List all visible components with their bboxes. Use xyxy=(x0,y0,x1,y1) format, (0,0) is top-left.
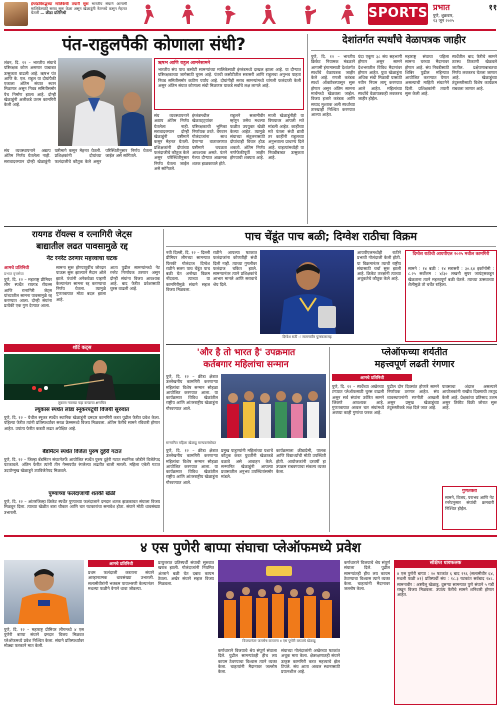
col-divider-right xyxy=(307,34,308,224)
city-day: पुणे, शुक्रवार, xyxy=(433,13,454,18)
right-top-col-3: महाराष्ट्र संघाचा पहिला सामना घरच्या मैदानावर होणार आहे. संघ निवडीसाठी शिबिर पुढील महिन्यात आयोजित करण्यात येणार असल्याची माहिती संघटनेने दिली. प्रशिक्षकांनी तयारी सुरू केली आहे. xyxy=(405,54,449,97)
section-rule-2 xyxy=(166,344,497,345)
snooker-photo xyxy=(4,354,160,400)
brand-block xyxy=(433,2,497,26)
women-photo xyxy=(221,374,326,438)
center-col-2: राठीने आपल्या षटकात फलंदाजांना कोणतीही संधी दिली नाही. त्याच्या गुगलीवर फलंदाज चकित झाले. सामन्यानंतर त्याने प्रशिक्षकांचे आभार मानले आणि सरावाचे श्रेय दिले. xyxy=(213,250,257,287)
bottom-col-6: कर्णधाराने विजयाचे श्रेय संपूर्ण संघाला दिले. पुढील सामन्यांतही हीच लय कायम ठेवण्याचा विश्वास त्याने व्यक्त केला. चाहत्यांनी मैदानावर जल्लोष केला. xyxy=(344,560,390,592)
scorecard-title: संक्षिप्त धावफलक xyxy=(429,561,462,566)
masthead-rule xyxy=(4,29,496,31)
bottom-col-5: संघाच्या गोलंदाजांनी अखेरच्या षटकांत अचूक मारा केला. क्षेत्ररक्षणातही संघाने उत्कृष्ट कामगिरी करत महत्त्वाचे झेल टिपले. संघ आता अव्वल स्थानासाठी प्रयत्नशील आहे. xyxy=(281,648,340,675)
playoff-byline: आमचे प्रतिनिधी xyxy=(332,374,412,381)
lead-photo xyxy=(58,58,152,146)
teaser-photo xyxy=(4,2,28,26)
col-divider-left xyxy=(163,229,164,532)
playoff-col-2: पुढील दोन दिवसांत होणारे सामने निर्णायक ठरणार आहेत. संघ व्यवस्थापनांनी रणनीती आखली असून प्रमुख खेळाडूंच्या तंदुरुस्तीकडे लक्ष दिले जात आहे. xyxy=(387,384,439,411)
lead-infobox-title: ऋषभ आणि राहुल आमनेसामने xyxy=(158,61,211,66)
women-col-1: पुणे, दि. १२ – क्रीडा क्षेत्रात उल्लेखनीय कामगिरी करणाऱ्या महिलांचा विशेष सन्मान सोहळा आयोजित करण्यात आला. या कार्यक्रमात विविध खेळांतील राष्ट्रीय आणि आंतरराष्ट्रीय खेळाडूंना गौरवण्यात आले. xyxy=(166,374,218,411)
teaser-credit: — क्रीडा प्रतिनिधी xyxy=(40,10,67,16)
sports-figures-strip xyxy=(128,2,368,26)
right-top-col-4: स्पर्धेतील बाद फेरीचे सामने तटस्थ ठिकाणी खेळवले जातील. प्रक्षेपणाबाबतचा निर्णय लवकरच घेतला जाणार आहे. खेळाडूंच्या तंदुरुस्तीसाठी विशेष कार्यक्रम राबवला जाणार आहे. xyxy=(452,54,497,91)
masthead xyxy=(0,0,500,28)
teaser-title: इंग्लंडविरुद्धच्या मालिकेची तयारी सुरू xyxy=(31,2,89,6)
digvesh-stats-body: सामने : १४ बळी : १४ सरासरी : ३०.६४ इकॉनॉमी : ८.२५ सर्वोत्तम : ४/३० लखनौ सुपर जायंट्सकडून खेळताना त्याने महत्त्वपूर्ण बळी घेतले. त्याच्या उत्सवाच्या शैलीमुळे तो चर्चेत राहिला. xyxy=(408,266,494,287)
bottom-col-4: कर्णधाराने विजयाचे श्रेय संपूर्ण संघाला दिले. पुढील सामन्यांतही हीच लय कायम ठेवण्याचा विश्वास त्याने व्यक्त केला. चाहत्यांनी मैदानावर जल्लोष केला. xyxy=(218,648,277,675)
section-banner xyxy=(368,3,428,25)
mpl-col-2: सामना सुरू होण्यापूर्वीच जोरदार पाऊस सुरू झाल्याने मैदान ओले झाले. पंचांनी अनेकवेळा पाहणी केल्यानंतर सामना रद्द करण्याचा निर्णय घेतला. त्यामुळे गुणतक्त्यात मोठा बदल झाला आहे. xyxy=(56,265,106,302)
right-top-headline: देशांतर्गत स्पर्धांचे वेळापत्रक जाहीर xyxy=(342,35,466,46)
bottom-photo-caption: विजयानंतर जल्लोष करताना ४ एस पुणेरी बाप्पाचे खेळाडू xyxy=(242,639,316,643)
mpl-subhead: नेट रनरेट ठरणार महत्त्वाचा घटक xyxy=(46,255,118,262)
section-title: SPORTS xyxy=(368,6,428,21)
bottom-col-2: प्रथम फलंदाजी करताना संघाने आव्हानात्मक धावसंख्या उभारली. सलामीवीरांनी भक्कम पायाभरणी केल्यानंतर मधल्या फळीने वेगाने धावा जोडल्या. xyxy=(88,570,154,591)
center-col-1: नवी दिल्ली, दि. १२ – दिल्ली प्रीमियर लीगच्या सामन्यात फिरकी गोलंदाज दिग्वेश राठीने सलग पाच चेंडूंत पाच बळी घेत अनोखा विक्रम नोंदवला. त्याच्या या कामगिरीमुळे संघाने सहज विजय मिळवला. xyxy=(166,250,210,293)
lead-col-4: माजी खेळाडूंनीही या विषयावर आपली मते मांडली आहेत. काहींच्या मते पंतला संधी द्यावी तर काहींनी राहुलच्या अनुभवाला प्राधान्य दिले आहे. चाहत्यांमध्येही या निवडीबाबत उत्सुकता आहे. xyxy=(268,113,304,161)
shorts-headline-2: बॅडमिंटन स्पर्धेत विजेता पुरुष दुहेरी गटात xyxy=(42,449,122,455)
women-col-2: प्रमुख पाहुण्यांनी महिलांच्या यशाचे कौतुक करत युवतींनी खेळाकडे वळावे असे आवाहन केले. सन्मानित खेळाडूंनी आपल्या प्रवासातील अनुभव उपस्थितांसमोर मांडले. xyxy=(221,448,273,480)
digvesh-stats-title: दिग्वेश राठीची आयपीएल २०२५ मधील कामगिरी xyxy=(412,252,490,257)
bottom-col-3: प्रत्युत्तरात प्रतिस्पर्धी संघाची सुरुवात खराब झाली. गोलंदाजांनी नियमित अंतराने बळी घेत दबाव कायम ठेवला. अखेर संघाने सहज विजय मिळवला. xyxy=(158,560,214,587)
playoff-col-3: पावसाचा अंदाज असल्याने आयोजकांनी राखीव दिवसाची तरतूद केली आहे. प्रेक्षकांचा प्रतिसाद उत्तम असून तिकीट विक्री जोरात सुरू आहे. xyxy=(442,384,497,411)
lead-infobox-body: भारतीय संघ पाच कसोटी सामन्यांच्या मालिकेसाठी इंग्लंडमध्ये दाखल झाला आहे. या दौऱ्यात यष्टिरक्षकाच्या जागेसाठी चुरस आहे. पंतची कसोटीतील सरासरी आणि राहुलचा अनुभव पाहता निवड समितीसमोर कठीण पर्याय आहे. दोघांनीही सराव सामन्यांमध्ये चांगली फलंदाजी केली असून अंतिम संघात कोणाला संधी मिळणार याकडे सर्वांचे लक्ष लागले आहे. xyxy=(158,67,301,88)
bottom-byline: आमचे प्रतिनिधी xyxy=(88,560,154,567)
women-caption: सन्मानित महिला खेळाडू मान्यवरांसोबत xyxy=(166,441,217,445)
page-number: ११ xyxy=(488,3,497,12)
bottom-photo-left xyxy=(4,560,84,624)
shorts-headline-1: ल्युकास स्पर्धेत लांडा स्नूकरपटूची विजयी सुरुवात xyxy=(34,407,130,413)
lead-headline: पंत-राहुलपैकी कोणाला संधी? xyxy=(62,35,246,55)
shorts-body-1: पुणे, दि. १२ – येथील स्नूकर स्पर्धेत स्थानिक खेळाडूंनी दमदार कामगिरी करत पुढील फेरीत प्रवेश केला. पहिल्या फेरीत त्यांनी प्रतिस्पर्ध्यांवर सरळ फ्रेम्समध्ये विजय मिळवला. अंतिम फेरीचे सामने रविवारी होणार आहेत. उपांत्य फेरीत कडवी लढत अपेक्षित आहे. xyxy=(4,415,160,431)
playoff-sidebox-title: गुणतक्ता xyxy=(462,489,477,494)
mpl-col-1: पुणे, दि. १२ – महाराष्ट्र प्रीमियर लीग स्पर्धेत रायगड रॉयल्स आणि रत्नागिरी जेट्स यांच्यातील सामना पावसामुळे रद्द करण्यात आला. दोन्ही संघांना प्रत्येकी एक गुण देण्यात आला. xyxy=(4,277,52,309)
center-headline: पाच चेंडूंत पाच बळी; दिग्वेश राठीचा विक्रम xyxy=(245,230,417,243)
mpl-headline-2: बाद्यातील लढत पावसामुळे रद्द xyxy=(36,242,128,252)
digvesh-photo xyxy=(260,250,354,334)
section-rule-1 xyxy=(4,226,497,227)
right-top-col-2: यंदा एकूण ३८ संघ सहभागी होणार असून सामने देशभरातील विविध मैदानांवर होणार आहेत. युवा खेळाडूंना अधिक संधी मिळावी यासाठी नवीन नियम लागू करण्यात आले आहेत. महिलांच्या स्पर्धांचे वेळापत्रकही लवकरच जाहीर होईल. xyxy=(358,54,402,102)
bottom-photo-team xyxy=(218,560,340,638)
playoff-col-1: पुणे, दि. १२ – स्पर्धेच्या अखेरच्या टप्प्यात प्लेऑफसाठी चुरस वाढली असून सर्व संघांना उर्वरित सामने जिंकणे आवश्यक आहे. गुणतक्त्यात अव्वल चार संघांमध्ये अवघ्या काही गुणांचा फरक आहे. xyxy=(332,384,384,416)
scorecard-header xyxy=(394,560,497,568)
playoff-headline-2: महत्त्वपूर्ण लढती रंगणार xyxy=(374,359,455,370)
snooker-caption: लुकास नवाच्या चहा कप्याचा क्षणचित्र xyxy=(57,401,107,405)
lead-col-2: इंग्लंडमधील खेळपट्ट्यांवर यष्टिरक्षकाची भूमिका निर्णायक ठरते. वेगवान गोलंदाजांना साथ देणाऱ्या वातावरणात यष्टीमागे चपळता आवश्यक असते. पंतने गेल्या दौऱ्यात आक्रमक शतक झळकावले होते. xyxy=(192,113,227,166)
center-col-3: आयपीएलमध्येही राठीने प्रभावी गोलंदाजी केली होती. या विक्रमानंतर त्याची राष्ट्रीय संघासाठी चर्चा सुरू झाली आहे. क्रिकेट तज्ज्ञांनी त्याच्या अचूकतेचे कौतुक केले आहे. xyxy=(357,250,401,282)
section-rule-3 xyxy=(4,535,497,537)
women-col-3: कार्यक्रमाला क्रीडाप्रेमी, पालक आणि विद्यार्थ्यांची मोठी उपस्थिती होती. आयोजकांनी दरवर्षी हा उपक्रम राबवण्याचा संकल्प व्यक्त केला. xyxy=(276,448,326,475)
digvesh-caption: दिग्वेश राठी ः सामनावीर पुरस्कारासह xyxy=(282,335,332,339)
shorts-label-bar xyxy=(4,344,160,352)
lead-under-photo: संघ व्यवस्थापनाने अद्याप अंतिम निर्णय घेतलेला नाही. सरावादरम्यान दोन्ही खेळाडूंनी यष्टीमागे कसून मेहनत घेतली. प्रशिक्षकांनी दोघांच्या फलंदाजीचे कौतुक केले असून परिस्थितीनुसार निर्णय घेतला जाईल असे सांगितले. xyxy=(4,148,152,164)
playoff-headline-1: प्लेऑफच्या शर्यतीत xyxy=(381,347,448,358)
lead-body-left: लंडन, दि. १२ – भारतीय संघाचे यष्टिरक्षक कोण असणार याबाबत उत्सुकता वाढली आहे. ऋषभ पंत आणि के. एल. राहुल या दोघांपैकी एकाला अंतिम संघात स्थान मिळणार असून निवड समितीसमोर पेच निर्माण झाला आहे. दोन्ही खेळाडूंनी अलीकडे उत्तम कामगिरी केली आहे. xyxy=(4,60,56,108)
right-top-col-1: पुणे, दि. १२ – भारतीय क्रिकेट नियामक मंडळाने आगामी हंगामासाठी देशांतर्गत स्पर्धांचे वेळापत्रक जाहीर केले आहे. रणजी करंडक स्पर्धा ऑक्टोबरपासून सुरू होणार असून अंतिम सामना मार्चमध्ये खेळवला जाईल. विजय हजारे करंडक आणि सय्यद मुश्ताक अली स्पर्धांच्या तारखाही निश्चित करण्यात आल्या आहेत. xyxy=(311,54,355,118)
scorecard-body: ४ एस पुणेरी बाप्पा : २० षटकांत ६ बाद १९६ (सलामीवीर ६४, मधली फळी ४१) प्रतिस्पर्धी संघ : १८.३ षटकांत सर्वबाद १४८. सामनावीर : अष्टपैलू खेळाडू. दुसऱ्या सामन्यात पुणे संघाने ५ गडी राखून विजय मिळवला. उपांत्य फेरीचे सामने शनिवारी होणार आहेत. xyxy=(397,571,494,598)
lead-col-3: राहुलने सलामीवीर म्हणून तसेच मधल्या फळीत उपयुक्त खेळी केल्या आहेत. त्यामुळे संघाच्या संतुलनासाठी दोघांचाही विचार होऊ शकतो. अंतिम निर्णय नाणेफेकीपूर्वी जाहीर होण्याची शक्यता आहे. xyxy=(230,113,265,161)
bottom-headline: ४ एस पुणेरी बाप्पा संघाचा प्लेऑफमध्ये प्रवेश xyxy=(140,540,361,556)
women-headline-2: कर्तबगार महिलांचा सन्मान xyxy=(203,360,289,370)
shorts-headline-3: पुण्याच्या फलंदाजाची शतकी खेळी xyxy=(48,491,116,497)
playoff-sidebox-body: सामने, विजय, पराभव आणि नेट रनरेटनुसार संघांची क्रमवारी निश्चित होईल. xyxy=(445,495,494,511)
mpl-col-3: आता पुढील सामन्यांमध्ये नेट रनरेट निर्णायक ठरणार असून दोन्ही संघांना विजय आवश्यक आहे. बाद फेरीत प्रवेशासाठी चुरस वाढली आहे. xyxy=(110,265,160,292)
mpl-byline: आमचे प्रतिनिधी प्रभात वृत्तसेवा xyxy=(4,266,29,276)
shorts-body-2: पुणे, दि. १२ – जिल्हा बॅडमिंटन संघटनेतर्फे आयोजित स्पर्धेत पुरुष दुहेरी गटात स्थानिक जोडीने विजेतेपद पटकावले. अंतिम फेरीत त्यांनी तीन गेम्सपर्यंत रंगलेल्या लढतीत बाजी मारली. महिला एकेरी गटात उदयोन्मुख खेळाडूने उपविजेतेपद मिळवले. xyxy=(4,457,160,473)
bottom-col-1: पुणे, दि. १२ – महाराष्ट्र प्रीमियर लीगमध्ये ४ एस पुणेरी बाप्पा संघाने दमदार विजय मिळवत प्लेऑफमध्ये प्रवेश निश्चित केला. संघाने प्रतिस्पर्ध्यांवर मोठ्या फरकाने मात केली. xyxy=(4,627,84,648)
women-col-4: पुणे, दि. १२ – क्रीडा क्षेत्रात उल्लेखनीय कामगिरी करणाऱ्या महिलांचा विशेष सन्मान सोहळा आयोजित करण्यात आला. या कार्यक्रमात विविध खेळांतील राष्ट्रीय आणि आंतरराष्ट्रीय खेळाडूंना गौरवण्यात आले. xyxy=(166,448,218,485)
mpl-headline-1: रायगड रॉयल्स व रत्नागिरी जेट्स xyxy=(32,230,132,240)
shorts-body-3: पुणे, दि. १२ – आंतरजिल्हा क्रिकेट स्पर्धेत पुण्याच्या फलंदाजाने दमदार शतक झळकावत संघाला विजय मिळवून दिला. त्याच्या खेळीत बारा चौकार आणि चार षटकारांचा समावेश होता. संघाने मोठी धावसंख्या उभारली. xyxy=(4,499,160,515)
brand-logo: प्रभात xyxy=(433,3,450,12)
teaser-body: भारतीय संघाने आगामी मालिकेसाठी सराव सुरू केला असून खेळाडूंनी नेटमध्ये कसून मेहनत घेतली xyxy=(31,2,127,16)
lead-col-1: संघ व्यवस्थापनाने अद्याप अंतिम निर्णय घेतलेला नाही. सरावादरम्यान दोन्ही खेळाडूंनी यष्टीमागे कसून मेहनत घेतली. प्रशिक्षकांनी दोघांच्या फलंदाजीचे कौतुक केले असून परिस्थितीनुसार निर्णय घेतला जाईल असे सांगितले. xyxy=(154,113,189,171)
issue-date: १३ जून २०२५ xyxy=(433,18,455,23)
women-headline-1: 'और है तो भारत है' उपक्रमात xyxy=(196,348,296,358)
shorts-label: शॉर्ट कट्स xyxy=(72,345,92,351)
